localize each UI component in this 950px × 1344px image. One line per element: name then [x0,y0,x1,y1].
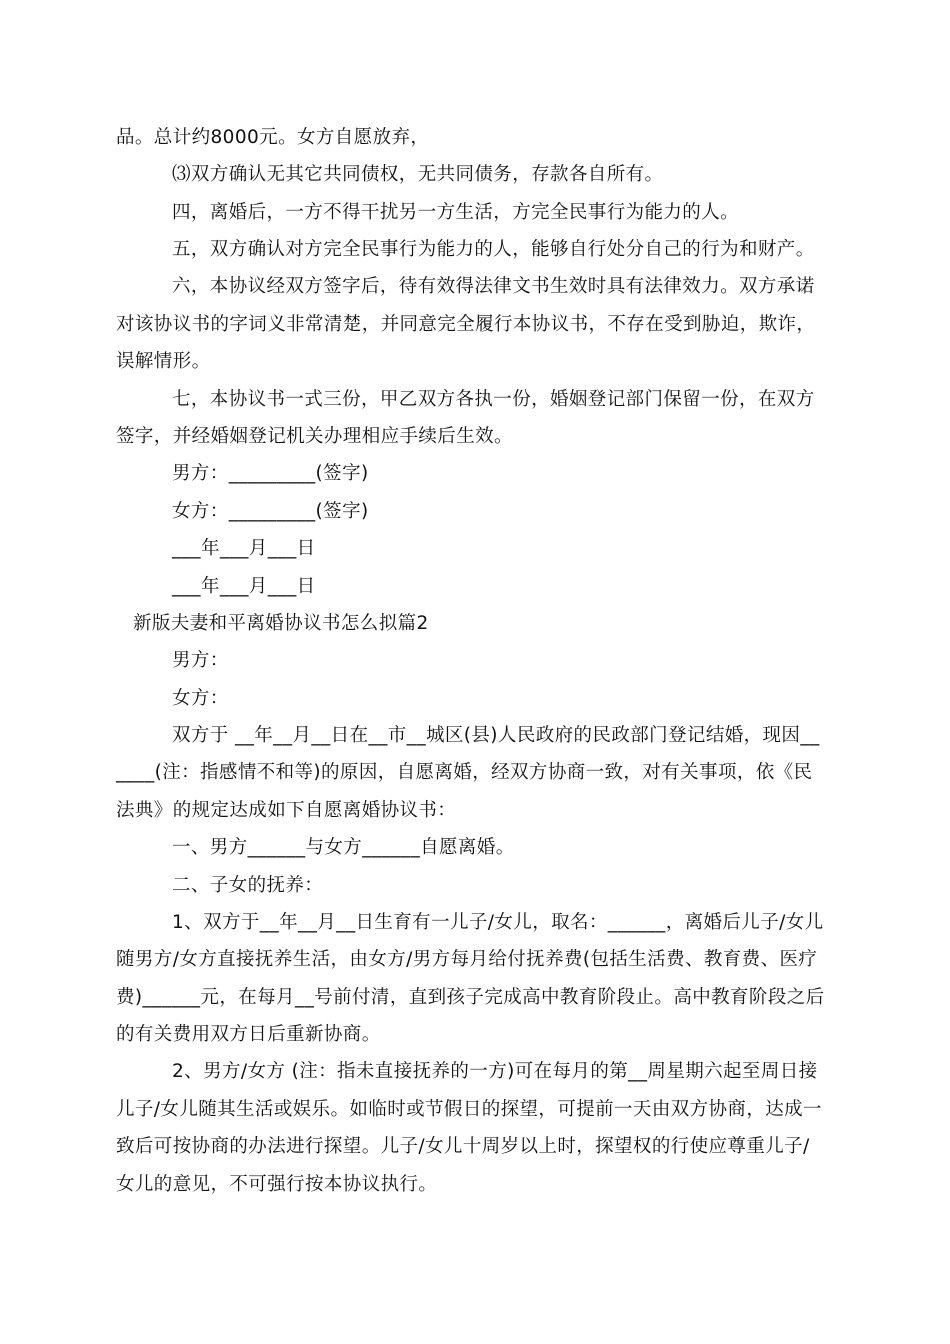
paragraph-line: 2、男方/女方 (注：指未直接抚养的一方)可在每月的第__周星期六起至周日接 [172,1061,818,1082]
paragraph-line: 误解情形。 [116,351,211,372]
paragraph-line: 二、子女的抚养： [172,875,324,896]
signature-line: 女方：_________(签字) [172,501,369,522]
paragraph-line: ⑶双方确认无其它共同债权，无共同债务，存款各自所有。 [172,164,664,185]
party-line: 男方： [172,650,229,671]
paragraph-line: 的有关费用双方日后重新协商。 [116,1024,381,1045]
paragraph-line: 一、男方______与女方______自愿离婚。 [172,837,515,858]
paragraph-line: 对该协议书的字词义非常清楚，并同意完全履行本协议书，不存在受到胁迫，欺诈， [116,314,816,335]
paragraph-line: 儿子/女儿随其生活或娱乐。如临时或节假日的探望，可提前一天由双方协商，达成一 [116,1099,822,1120]
paragraph-line: 五，双方确认对方完全民事行为能力的人，能够自行处分自己的行为和财产。 [172,239,815,260]
paragraph-line: 品。总计约8000元。女方自愿放弃， [116,127,430,148]
section-heading: 新版夫妻和平离婚协议书怎么拟篇2 [133,613,429,634]
paragraph-line: 七，本协议书一式三份，甲乙双方各执一份，婚姻登记部门保留一份，在双方 [172,389,815,410]
paragraph-line: 致后可按协商的办法进行探望。儿子/女儿十周岁以上时，探望权的行使应尊重儿子/ [116,1136,810,1157]
paragraph-line: 1、双方于__年__月__日生育有一儿子/女儿，取名：______，离婚后儿子/女儿 [172,912,824,933]
date-line: ___年___月___日 [172,538,316,559]
signature-line: 男方：_________(签字) [172,463,369,484]
party-line: 女方： [172,688,229,709]
paragraph-line: 法典》的规定达成如下自愿离婚协议书： [116,800,457,821]
paragraph-line: 六，本协议经双方签字后，待有效得法律文书生效时具有法律效力。双方承诺 [172,276,815,297]
paragraph-line: 签字，并经婚姻登记机关办理相应手续后生效。 [116,426,513,447]
paragraph-line: 费)______元，在每月__号前付清，直到孩子完成高中教育阶段止。高中教育阶段之后 [116,987,825,1008]
paragraph-line: 四，离婚后，一方不得干扰另一方生活，方完全民事行为能力的人。 [172,202,740,223]
paragraph-line: 双方于 __年__月__日在__市__城区(县)人民政府的民政部门登记结婚，现因__ [172,725,820,746]
date-line: ___年___月___日 [172,576,316,597]
paragraph-line: 随男方/女方直接抚养生活，由女方/男方每月给付抚养费(包括生活费、教育费、医疗 [116,949,818,970]
paragraph-line: 女儿的意见，不可强行按本协议执行。 [116,1174,438,1195]
paragraph-line: ____(注：指感情不和等)的原因，自愿离婚，经双方协商一致，对有关事项，依《民 [116,762,813,783]
